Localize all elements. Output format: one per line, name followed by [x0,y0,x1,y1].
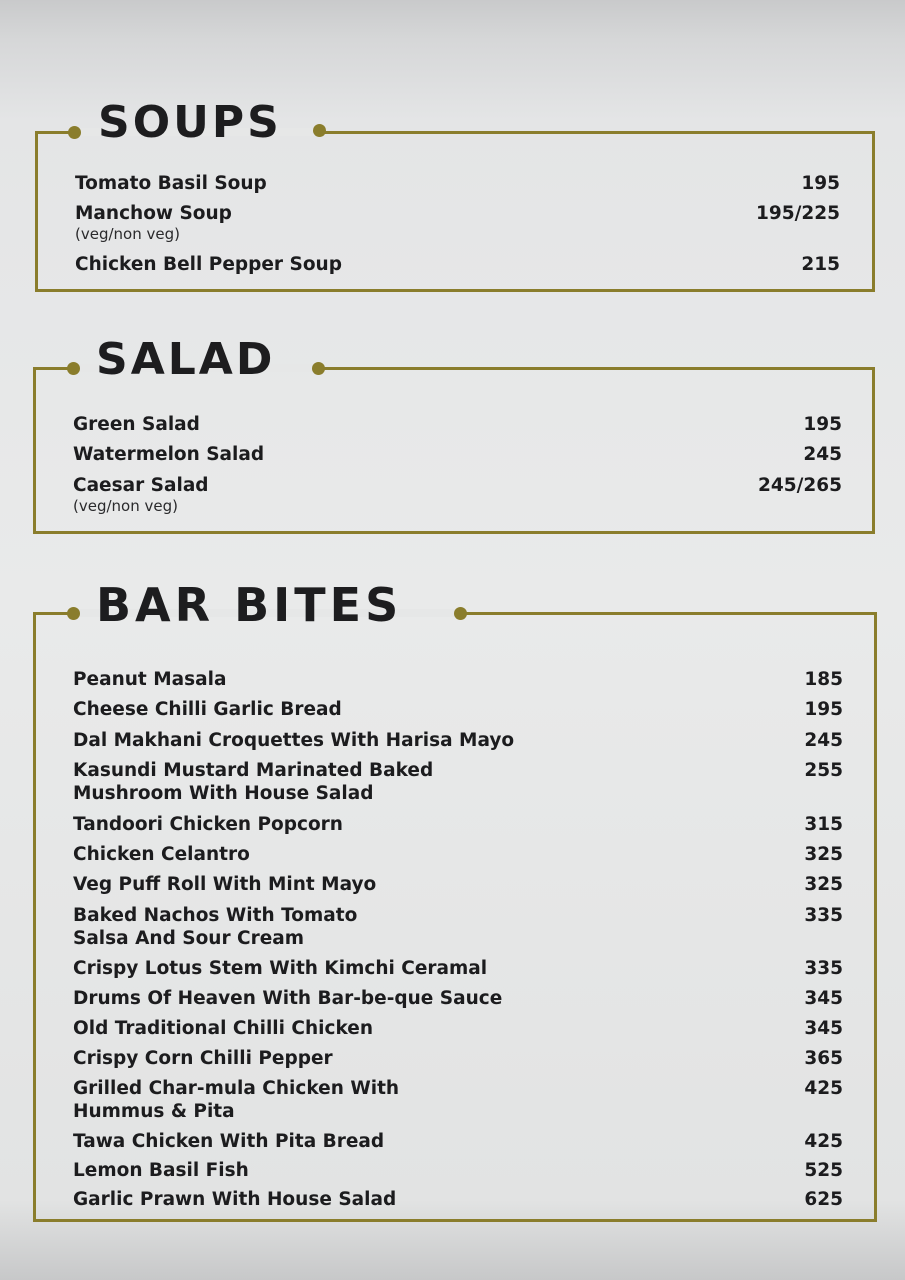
item-price: 425 [804,1078,843,1099]
item-price: 345 [804,988,843,1009]
item-name-line2: Mushroom With House Salad [73,783,374,804]
item-name: Peanut Masala [73,669,227,690]
list-item [73,1077,843,1123]
list-item [73,843,843,866]
list-item [73,873,843,896]
salad-right-dot [312,362,325,375]
item-name: Lemon Basil Fish [73,1160,249,1181]
item-price: 365 [804,1048,843,1069]
item-price: 195 [804,699,843,720]
item-name: Dal Makhani Croquettes With Harisa Mayo [73,730,515,751]
list-item: Chicken Bell Pepper Soup 215 [75,254,840,275]
item-name: Grilled Char-mula Chicken With [73,1078,400,1099]
item-price: 315 [804,814,843,835]
list-item [73,1130,843,1153]
list-item: Manchow Soup (veg/non veg) 195/225 [75,203,840,243]
item-name: Crispy Lotus Stem With Kimchi Ceramal [73,958,488,979]
item-name: Kasundi Mustard Marinated Baked [73,760,434,781]
item-price: 335 [804,905,843,926]
list-item [73,668,843,691]
item-name: Chicken Celantro [73,844,250,865]
item-name: Veg Puff Roll With Mint Mayo [73,874,377,895]
bar-bites-right-dot [454,607,467,620]
item-price: 625 [804,1189,843,1210]
soups-left-dot [68,126,81,139]
list-item: Tomato Basil Soup 195 [75,173,840,194]
list-item [73,759,843,805]
item-name: Crispy Corn Chilli Pepper [73,1048,333,1069]
item-price: 345 [804,1018,843,1039]
list-item [73,698,843,721]
item-price: 525 [804,1160,843,1181]
soups-title: SOUPS [98,97,282,148]
list-item: Green Salad 195 [73,414,842,435]
bar-bites-title: BAR BITES [96,578,403,632]
item-name: Cheese Chilli Garlic Bread [73,699,342,720]
item-name: Tawa Chicken With Pita Bread [73,1131,385,1152]
soups-right-dot [313,124,326,137]
list-item [73,904,843,950]
list-item [73,1188,843,1211]
bar-bites-left-dot [67,607,80,620]
item-price: 185 [804,669,843,690]
list-item [73,1159,843,1182]
item-name-line2: Salsa And Sour Cream [73,928,305,949]
list-item [73,813,843,836]
list-item [73,987,843,1010]
salad-left-dot [67,362,80,375]
item-name: Old Traditional Chilli Chicken [73,1018,373,1039]
list-item: Caesar Salad (veg/non veg) 245/265 [73,475,842,515]
item-name: Drums Of Heaven With Bar-be-que Sauce [73,988,503,1009]
item-price: 245 [804,730,843,751]
list-item [73,729,843,752]
item-price: 325 [804,844,843,865]
item-price: 335 [804,958,843,979]
list-item [73,1017,843,1040]
item-name: Baked Nachos With Tomato [73,905,358,926]
list-item [73,1047,843,1070]
list-item: Watermelon Salad 245 [73,444,842,465]
item-name: Garlic Prawn With House Salad [73,1189,397,1210]
list-item [73,957,843,980]
item-price: 255 [804,760,843,781]
item-price: 425 [804,1131,843,1152]
item-price: 325 [804,874,843,895]
item-name: Tandoori Chicken Popcorn [73,814,343,835]
item-name-line2: Hummus & Pita [73,1101,235,1122]
salad-title: SALAD [96,334,276,385]
